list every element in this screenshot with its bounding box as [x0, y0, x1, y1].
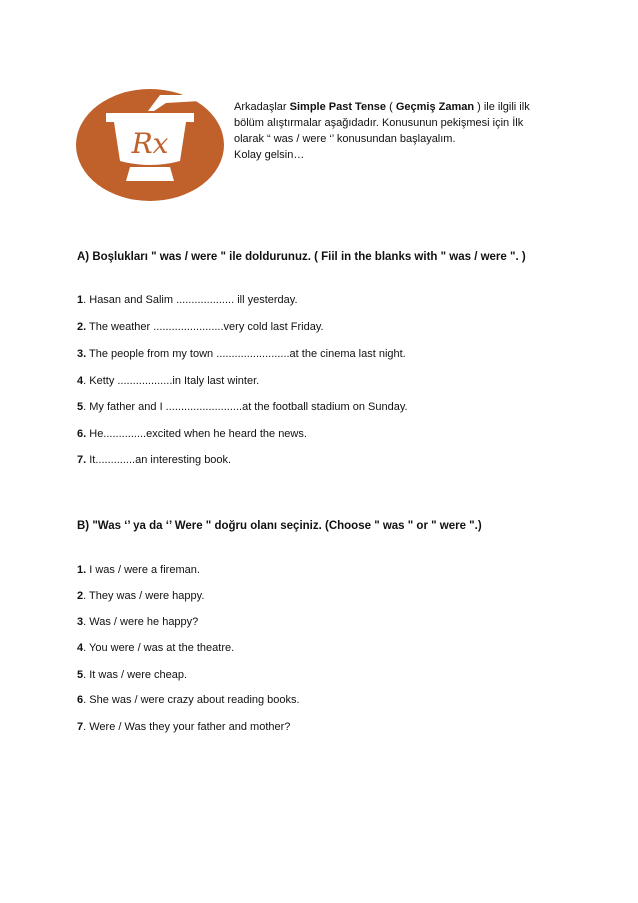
intro-line-4: Kolay gelsin… [234, 149, 305, 161]
intro-line-2: bölüm alıştırmalar aşağıdadır. Konusunun pekişmesi için İlk [234, 117, 524, 129]
section-b-item: 3. Was / were he happy? [77, 616, 199, 628]
section-a-item: 2. The weather .......................very cold last Friday. [77, 321, 324, 333]
intro-line-3: olarak “ was / were ‘’ konusundan başlayalım. [234, 133, 456, 145]
section-a-item: 4. Ketty ..................in Italy last winter. [77, 375, 260, 387]
section-a-item: 7. It.............an interesting book. [77, 454, 232, 466]
section-a-item: 1. Hasan and Salim ................... ill yesterday. [77, 294, 298, 306]
section-b-title: B) "Was ‘’ ya da ‘’ Were " doğru olanı seçiniz. (Choose " was " or " were ".) [77, 520, 482, 532]
intro-bold-term: Simple Past Tense [289, 101, 387, 113]
rx-symbol: Rx [131, 127, 169, 160]
section-b-item: 7. Were / Was they your father and mother? [77, 721, 291, 733]
section-a-title: A) Boşlukları " was / were " ile doldurunuz. ( Fiil in the blanks with " was / were ". ) [77, 251, 526, 263]
mortar-pestle-icon [76, 89, 224, 201]
section-b-item: 1. I was / were a fireman. [77, 564, 200, 576]
section-a-item: 6. He..............excited when he heard the news. [77, 428, 307, 440]
section-b-item: 5. It was / were cheap. [77, 669, 188, 681]
section-b-item: 4. You were / was at the theatre. [77, 642, 235, 654]
section-b-item: 6. She was / were crazy about reading books. [77, 694, 300, 706]
section-b-item: 2. They was / were happy. [77, 590, 205, 602]
intro-paragraph [234, 99, 574, 163]
intro-bold-term-tr: Geçmiş Zaman [395, 101, 475, 113]
section-a-item: 3. The people from my town ........................at the cinema last night. [77, 348, 406, 360]
section-a-item: 5. My father and I .........................at the football stadium on Sunday. [77, 401, 408, 413]
intro-line-1: Arkadaşlar Simple Past Tense ( Geçmiş Zaman ) ile ilgili ilk [234, 101, 530, 113]
